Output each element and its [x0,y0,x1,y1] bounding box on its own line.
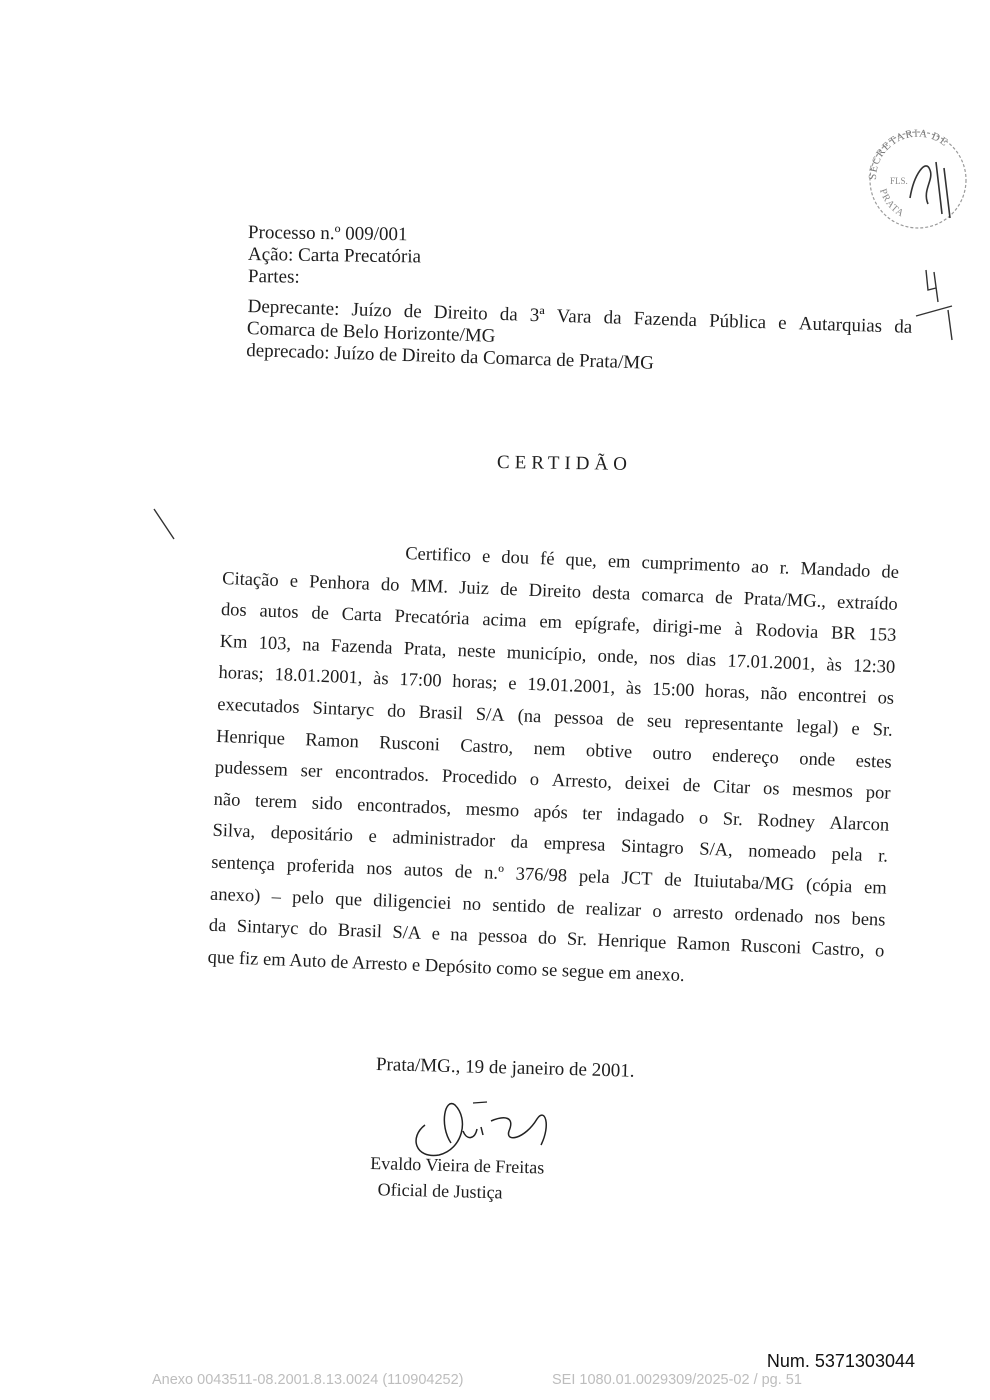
word: pessoa [477,926,528,949]
word: nos [366,858,393,880]
footer-sei: SEI 1080.01.0029309/2025-02 / pg. 51 [552,1372,802,1388]
word: do [386,701,407,723]
word: do [308,919,328,941]
word: dou [500,547,530,569]
word: que, [565,550,598,572]
secretaria-stamp [858,118,968,238]
word: terem [254,791,298,813]
word: dos [220,600,248,622]
word: Sintagro [620,836,685,860]
word: em [607,551,631,573]
word: encontrados. [334,762,430,787]
word: de [663,870,683,891]
word: que fiz em Auto de Arresto e Depósito como se segue em anexo. [207,947,685,986]
deprecado-line: deprecado: Juízo de Direito da Comarca de Prata/MG [245,339,655,374]
word: e [777,312,787,334]
word: Deprecante: [247,296,340,320]
footer-anexo: Anexo 0043511-08.2001.8.13.0024 (110904252) [152,1372,464,1388]
word: nem [533,738,566,760]
processo-number: Processo n.º 009/001 [247,222,408,246]
word: Juízo [351,299,392,322]
word: BR [830,623,857,645]
word: proferida [286,855,355,879]
document-title: CERTIDÃO [496,452,633,475]
word: autos [259,601,299,624]
word: 3ª [529,304,545,327]
word: comarca [641,584,705,608]
word: sentido [491,895,547,918]
word: que [334,889,363,911]
word: horas; [218,663,265,685]
word: Direito [433,301,488,325]
word: executados [216,694,300,718]
word: Castro, [811,938,865,962]
word: ser [300,761,323,783]
word: – [271,886,282,907]
word: Brasil [337,920,383,943]
word: após [533,801,569,824]
word: pelo [291,887,325,909]
signer-name: Evaldo Vieira de Freitas [370,1153,545,1178]
word: e [507,674,517,695]
word: do [380,574,400,596]
word: n.º [483,863,505,884]
word: e [289,571,299,592]
word: Km [219,631,248,653]
word: o [529,770,540,791]
word: Penhora [308,571,371,595]
word: sido [311,793,343,815]
partes-label: Partes: [247,266,300,288]
word: Certifico [404,543,472,567]
word: Direito [528,580,582,603]
stamp-top-text: SECRETARIA DE [866,127,951,181]
word: 15:00 [651,679,695,702]
word: S/A, [698,839,734,862]
word: anexo) [209,884,261,907]
word: da [893,316,913,338]
signer-block [369,1150,544,1207]
word: pessoa [553,707,604,730]
word: 153 [868,625,897,647]
word: Prata, [403,638,447,661]
word: de [881,562,900,583]
word: e [368,827,378,848]
word: Arresto, [551,770,613,794]
word: não [213,789,241,811]
word: dirigi-me [652,616,723,640]
word: de [311,603,330,625]
word: e [431,924,441,945]
word: Vara [556,305,592,328]
word: horas, [704,681,751,704]
word: o [698,808,709,829]
word: r. [877,846,889,868]
svg-text:SECRETARIA DE [867,128,951,181]
word: Ituiutaba/MG [693,871,795,896]
word: onde [798,748,836,771]
word: extraído [836,592,899,615]
word: dias [686,649,717,671]
word: 103, [258,633,292,655]
word: 17.01.2001, [727,651,816,675]
word: 18.01.2001, [274,665,363,689]
word: diligenciei [372,890,452,914]
word: empresa [543,833,606,857]
document-number: Num. 5371303044 [766,1351,915,1371]
word: da [510,832,529,854]
word: administrador [391,828,496,852]
word: Rusconi [740,936,802,959]
stamp-fls-text: FLS. [890,176,908,186]
process-header [245,222,928,374]
word: Henrique [215,726,286,750]
word: de [616,710,635,731]
word: neste [457,640,497,663]
word: arresto [672,902,724,924]
word: nos [649,648,676,670]
word: encontrados, [356,795,452,819]
word: 19.01.2001, [526,675,616,699]
word: Prata/MG., [743,588,827,612]
word: outro [652,743,693,765]
word: Citação [221,568,280,591]
partes-block [246,296,913,383]
word: desta [591,582,631,605]
word: onde, [597,646,639,668]
word: de [556,897,575,919]
word: realizar [585,898,642,921]
document-date: Prata/MG., 19 de janeiro de 2001. [375,1054,635,1082]
word: depositário [270,823,354,847]
word: indagado [616,805,685,828]
word: Citar [712,777,751,799]
word: em [863,877,888,899]
word: Brasil [418,702,464,725]
certidao-body [207,532,899,1000]
word: de [403,300,423,323]
word: e [851,719,861,740]
word: os [762,779,780,800]
word: pudessem [214,757,289,781]
word: Henrique [597,930,667,954]
word: Castro, [459,735,514,758]
word: cumprimento [641,553,741,577]
word: r. [779,558,790,579]
word: nomeado [747,841,817,865]
word: na [301,634,321,656]
word: acima [482,610,527,632]
word: da [499,303,519,326]
word: sentença [210,852,276,876]
stamp-initials-icon [910,162,950,218]
word: de [714,587,733,609]
word: Silva, [212,821,256,843]
word: Procedido [441,766,518,790]
word: de [454,862,473,883]
word: Rodney [757,810,816,833]
word: obtive [585,740,633,763]
word: Rodovia [755,620,819,644]
word: ter [581,803,603,825]
word: endereço [711,745,780,769]
word: autos [403,860,444,882]
word: às [826,655,843,676]
word: Precatória [394,606,470,630]
word: legal) [795,717,839,739]
word: na [449,925,469,946]
word: bens [851,908,886,931]
word: 376/98 [515,864,568,887]
word: Sintaryc [312,698,375,721]
word: Autarquias [798,313,883,337]
word: o [652,901,663,922]
word: S/A [392,922,422,944]
word: Juiz [458,577,490,599]
word: da [603,307,622,329]
word: às [625,678,642,700]
word: (cópia [805,875,853,898]
word: Rusconi [378,732,441,755]
deprecante-continuation: Comarca de Belo Horizonte/MG [246,317,496,347]
word: representante [684,712,784,737]
word: Sintaryc [236,916,299,940]
svg-text:PRATA [877,187,906,219]
word: (na [517,706,542,728]
word: JCT [621,868,653,890]
word: à [734,619,744,641]
word: Alarcon [829,813,890,836]
word: deixei [624,773,671,796]
word: no [462,893,482,915]
word: ordenado [734,904,804,928]
word: os [877,688,895,710]
word: Mandado [800,559,871,582]
word: não [760,684,788,706]
word: município, [506,642,587,666]
acao-line: Ação: Carta Precatória [247,244,422,268]
word: estes [855,750,893,773]
word: encontrei [797,685,868,709]
word: S/A [475,704,506,726]
word: pela [578,866,611,888]
word: do [537,928,557,950]
word: da [208,915,227,937]
signer-role: Oficial de Justiça [377,1179,503,1203]
word: de [682,775,701,797]
word: Ramon [676,933,731,956]
word: horas; [451,672,498,694]
word: nos [814,907,841,929]
word: por [865,782,891,804]
word: Sr. [722,809,744,830]
word: e [481,546,491,568]
word: ao [750,557,770,578]
word: às [372,669,389,690]
word: MM. [410,575,449,598]
stamp-bottom-text: PRATA [877,187,907,220]
word: Fazenda [633,308,698,332]
word: fé [539,549,555,570]
word: 12:30 [852,656,896,678]
word: Ramon [305,729,360,752]
word: o [874,941,885,962]
word: mesmos [791,780,854,803]
word: Carta [341,604,383,627]
word: epígrafe, [574,613,641,637]
word: Sr. [872,720,894,741]
word: Fazenda [330,635,393,659]
word: seu [646,711,673,733]
word: pela [831,844,863,867]
word: de [499,579,518,600]
word: Sr. [566,929,588,951]
word: 17:00 [399,670,442,692]
margin-slash-icon [140,505,180,545]
word: Pública [708,310,767,334]
word: em [539,612,563,634]
word: mesmo [465,799,520,822]
